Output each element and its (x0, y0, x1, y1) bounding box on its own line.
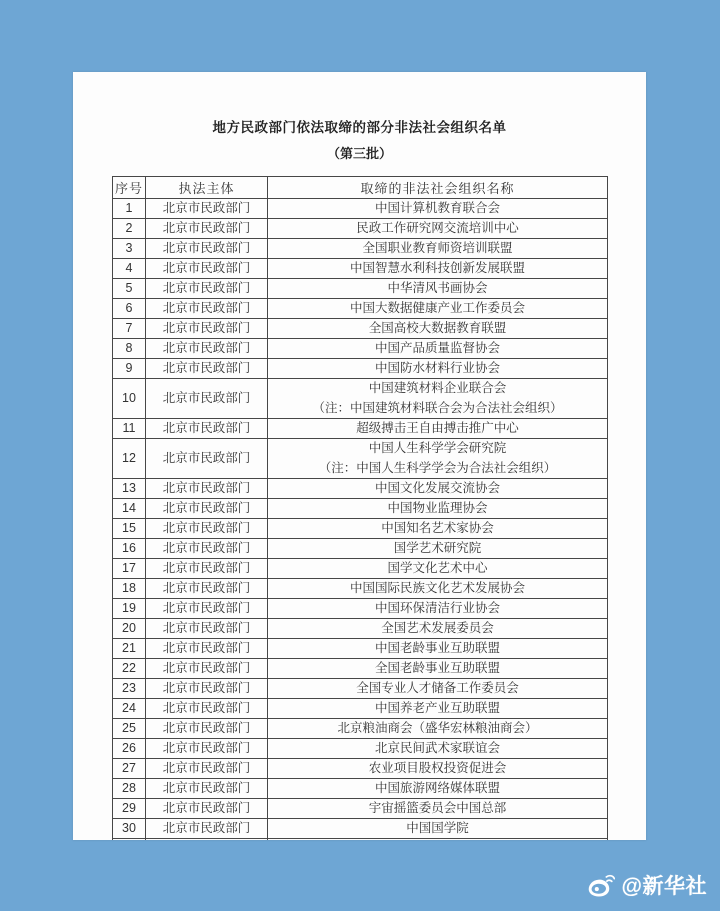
document-title: 地方民政部门依法取缔的部分非法社会组织名单 (212, 120, 507, 135)
table-row (113, 679, 608, 699)
cell-authority: 北京市民政部门 (146, 339, 268, 359)
watermark-handle: @新华社 (621, 875, 707, 898)
table-row (113, 219, 608, 239)
cell-authority: 北京市民政部门 (146, 639, 268, 659)
cell-organization-name (268, 439, 608, 479)
cell-authority: 北京市民政部门 (146, 419, 268, 439)
cell-authority: 北京市民政部门 (146, 259, 268, 279)
cell-authority: 北京市民政部门 (146, 719, 268, 739)
table-row (113, 499, 608, 519)
cell-authority: 北京市民政部门 (146, 659, 268, 679)
cell-authority: 北京市民政部门 (146, 619, 268, 639)
cell-organization-name: 中国文化发展交流协会 (268, 479, 608, 499)
cell-serial-number: 1 (113, 199, 146, 219)
header-organization-name: 取缔的非法社会组织名称 (268, 177, 608, 199)
table-row (113, 619, 608, 639)
cell-authority: 北京市民政部门 (146, 519, 268, 539)
cell-organization-name: 中国环保清洁行业协会 (268, 599, 608, 619)
table-body (113, 199, 608, 839)
table-row (113, 299, 608, 319)
cell-serial-number: 18 (113, 579, 146, 599)
cell-organization-name: 民政工作研究网交流培训中心 (268, 219, 608, 239)
table-row (113, 379, 608, 419)
cell-serial-number: 27 (113, 759, 146, 779)
header-serial-number: 序号 (113, 177, 146, 199)
cell-authority: 北京市民政部门 (146, 279, 268, 299)
cell-serial-number (113, 839, 146, 841)
table-row (113, 319, 608, 339)
cell-organization-name: 中国国际民族文化艺术发展协会 (268, 579, 608, 599)
table-row (113, 519, 608, 539)
cell-organization-name: 中华清风书画协会 (268, 279, 608, 299)
table-row (113, 779, 608, 799)
cell-serial-number: 23 (113, 679, 146, 699)
header-enforcement-authority: 执法主体 (146, 177, 268, 199)
table-row (113, 259, 608, 279)
cell-organization-name: 国学艺术研究院 (268, 539, 608, 559)
organization-name-line: 中国人生科学学会研究院 (368, 441, 507, 455)
cell-organization-name: 国学文化艺术中心 (268, 559, 608, 579)
cell-serial-number: 10 (113, 379, 146, 419)
table-row (113, 579, 608, 599)
cell-organization-name: 全国高校大数据教育联盟 (268, 319, 608, 339)
document-subtitle: （第三批） (326, 146, 392, 161)
cell-serial-number: 3 (113, 239, 146, 259)
cell-authority: 北京市民政部门 (146, 559, 268, 579)
xinhua-weibo-watermark (587, 870, 707, 900)
table-row (113, 719, 608, 739)
organization-note-line: （注：中国建筑材料联合会为合法社会组织） (312, 400, 563, 415)
cell-serial-number: 4 (113, 259, 146, 279)
cell-authority: 北京市民政部门 (146, 819, 268, 839)
cell-serial-number: 26 (113, 739, 146, 759)
table-row (113, 799, 608, 819)
cell-authority: 北京市民政部门 (146, 539, 268, 559)
cell-authority (146, 839, 268, 841)
table-row (113, 599, 608, 619)
cell-organization-name: 宇宙摇篮委员会中国总部 (268, 799, 608, 819)
cell-authority: 北京市民政部门 (146, 699, 268, 719)
cell-organization-name: 北京民间武术家联谊会 (268, 739, 608, 759)
cell-organization-name: 中国老龄事业互助联盟 (268, 639, 608, 659)
table-row (113, 359, 608, 379)
cell-organization-name: 中国养老产业互助联盟 (268, 699, 608, 719)
cell-authority: 北京市民政部门 (146, 379, 268, 419)
cell-serial-number: 19 (113, 599, 146, 619)
cell-authority: 北京市民政部门 (146, 799, 268, 819)
table-row (113, 539, 608, 559)
cell-serial-number: 30 (113, 819, 146, 839)
cell-authority: 北京市民政部门 (146, 299, 268, 319)
cell-authority: 北京市民政部门 (146, 599, 268, 619)
cell-organization-name: 北京粮油商会（盛华宏林粮油商会） (268, 719, 608, 739)
table-row (113, 199, 608, 219)
cell-authority: 北京市民政部门 (146, 359, 268, 379)
cell-serial-number: 20 (113, 619, 146, 639)
cell-authority: 北京市民政部门 (146, 779, 268, 799)
cell-organization-name: 中国智慧水利科技创新发展联盟 (268, 259, 608, 279)
document-page (73, 72, 646, 840)
cell-organization-name: 中国防水材料行业协会 (268, 359, 608, 379)
table-row (113, 239, 608, 259)
cell-serial-number: 11 (113, 419, 146, 439)
table-row (113, 639, 608, 659)
cell-organization-name: 全国职业教育师资培训联盟 (268, 239, 608, 259)
cell-authority: 北京市民政部门 (146, 499, 268, 519)
cell-serial-number: 14 (113, 499, 146, 519)
organization-note-line: （注：中国人生科学学会为合法社会组织） (318, 460, 557, 475)
cell-serial-number: 16 (113, 539, 146, 559)
cell-organization-name: 中国国学院 (268, 819, 608, 839)
cell-organization-name (268, 379, 608, 419)
table-row (113, 739, 608, 759)
cell-serial-number: 12 (113, 439, 146, 479)
cell-organization-name: 中国旅游网络媒体联盟 (268, 779, 608, 799)
table-row (113, 819, 608, 839)
cell-authority: 北京市民政部门 (146, 239, 268, 259)
cell-authority: 北京市民政部门 (146, 759, 268, 779)
table-row (113, 479, 608, 499)
cell-organization-name: 中国知名艺术家协会 (268, 519, 608, 539)
cell-serial-number: 24 (113, 699, 146, 719)
cell-organization-name: 全国老龄事业互助联盟 (268, 659, 608, 679)
weibo-icon (587, 873, 615, 898)
table-row (113, 699, 608, 719)
cell-authority: 北京市民政部门 (146, 319, 268, 339)
cell-serial-number: 8 (113, 339, 146, 359)
cell-organization-name: 全国专业人才储备工作委员会 (268, 679, 608, 699)
cell-serial-number: 21 (113, 639, 146, 659)
table-row (113, 339, 608, 359)
organization-name-line: 中国建筑材料企业联合会 (368, 381, 507, 395)
cell-serial-number: 15 (113, 519, 146, 539)
cell-serial-number: 25 (113, 719, 146, 739)
cell-authority: 北京市民政部门 (146, 579, 268, 599)
cell-serial-number: 28 (113, 779, 146, 799)
table-row (113, 279, 608, 299)
cell-authority: 北京市民政部门 (146, 479, 268, 499)
cell-organization-name: 超级搏击王自由搏击推广中心 (268, 419, 608, 439)
cell-serial-number: 29 (113, 799, 146, 819)
banned-organizations-table (112, 176, 608, 840)
cell-authority: 北京市民政部门 (146, 679, 268, 699)
cell-organization-name: 农业项目股权投资促进会 (268, 759, 608, 779)
cell-serial-number: 5 (113, 279, 146, 299)
table-row (113, 419, 608, 439)
cell-authority: 北京市民政部门 (146, 439, 268, 479)
cell-organization-name: 中国物业监理协会 (268, 499, 608, 519)
table-row-partial-cutoff (113, 839, 608, 841)
cell-organization-name: 全国艺术发展委员会 (268, 619, 608, 639)
table-row (113, 559, 608, 579)
cell-serial-number: 9 (113, 359, 146, 379)
table-row (113, 659, 608, 679)
cell-organization-name: 中国产品质量监督协会 (268, 339, 608, 359)
cell-authority: 北京市民政部门 (146, 219, 268, 239)
cell-organization-name (268, 839, 608, 841)
cell-organization-name: 中国计算机教育联合会 (268, 199, 608, 219)
table-header-row (113, 177, 608, 199)
cell-authority: 北京市民政部门 (146, 739, 268, 759)
table-row (113, 759, 608, 779)
cell-serial-number: 7 (113, 319, 146, 339)
cell-organization-name: 中国大数据健康产业工作委员会 (268, 299, 608, 319)
cell-serial-number: 17 (113, 559, 146, 579)
cell-serial-number: 22 (113, 659, 146, 679)
table-row (113, 439, 608, 479)
cell-serial-number: 2 (113, 219, 146, 239)
cell-authority: 北京市民政部门 (146, 199, 268, 219)
cell-serial-number: 6 (113, 299, 146, 319)
cell-serial-number: 13 (113, 479, 146, 499)
